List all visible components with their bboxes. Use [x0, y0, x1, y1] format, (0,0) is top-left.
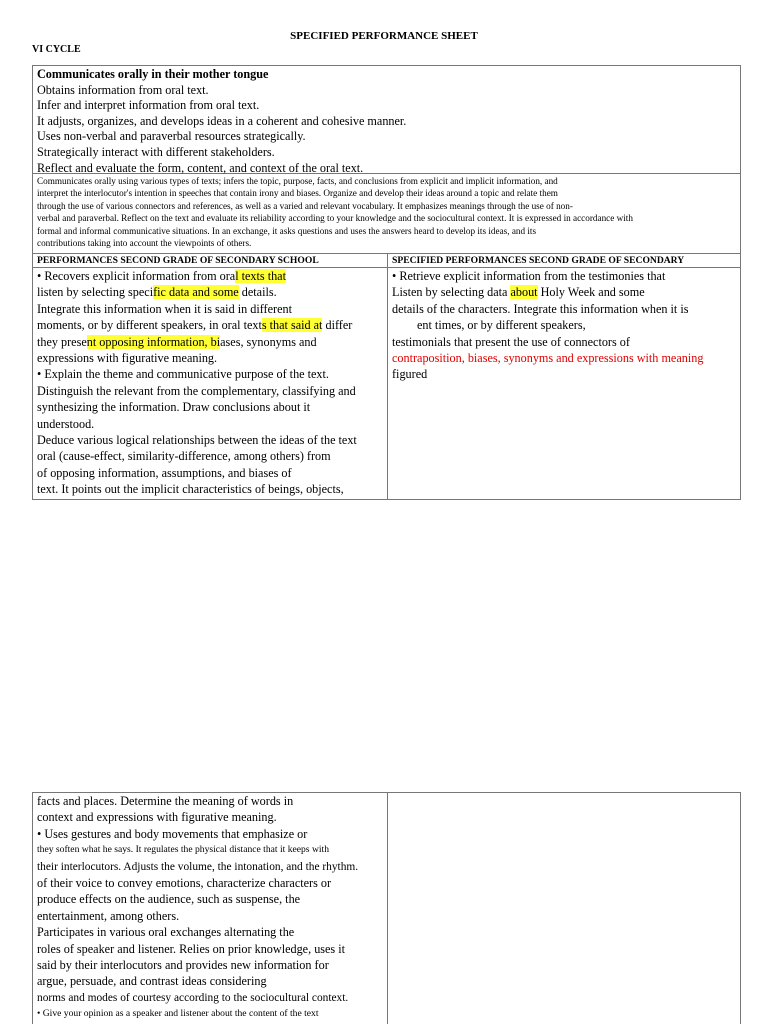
- text-line: context and expressions with figurative meaning.: [37, 810, 277, 825]
- text-line: they present opposing information, biases, synonyms and: [37, 334, 317, 349]
- text-line: • Retrieve explicit information from the testimonies that: [392, 269, 666, 283]
- capacity-item: It adjusts, organizes, and develops ideas in a coherent and cohesive manner.: [37, 113, 407, 128]
- text-line: listen by selecting specific data and some details.: [37, 285, 277, 300]
- text-line: Participates in various oral exchanges alternating the: [37, 925, 295, 940]
- text-line: text. It points out the implicit characteristics of beings, objects,: [37, 482, 344, 497]
- text-line: entertainment, among others.: [37, 908, 180, 923]
- text-line: of their voice to convey emotions, characterize characters or: [37, 876, 332, 891]
- standard-line: verbal and paraverbal. Reflect on the text and evaluate its reliability according to your knowledge and the sociocultural context. It is expressed in accordance with: [37, 213, 633, 224]
- standard-line: interpret the interlocutor's intention in speeches that contain irony and biases. Organize and develop their ideas around a topic and relate them: [37, 188, 558, 199]
- capacity-item: Uses non-verbal and paraverbal resources strategically.: [37, 129, 306, 144]
- performances-header: PERFORMANCES SECOND GRADE OF SECONDARY SCHOOL: [33, 254, 387, 268]
- text-line: they soften what he says. It regulates the physical distance that it keeps with: [37, 844, 329, 856]
- text-line: norms and modes of courtesy according to the sociocultural context.: [37, 991, 349, 1004]
- standard-line: Communicates orally using various types of texts; infers the topic, purpose, facts, and conclusions from explicit and implicit information, and: [37, 176, 558, 186]
- text-line: • Uses gestures and body movements that emphasize or: [37, 826, 308, 841]
- performance-table-continued: [32, 792, 741, 1024]
- standard-line: contributions taking into account the viewpoints of others.: [37, 238, 252, 249]
- text-line: produce effects on the audience, such as suspense, the: [37, 892, 301, 907]
- highlight: s that said at: [261, 318, 323, 333]
- capacity-item: Infer and interpret information from oral text.: [37, 98, 260, 113]
- text-line: details of the characters. Integrate this information when it is: [392, 301, 689, 316]
- text-line: • Give your opinion as a speaker and listener about the content of the text: [37, 1008, 319, 1020]
- text-line: testimonials that present the use of connectors of: [392, 334, 630, 349]
- text-line: figured: [392, 367, 428, 382]
- text-line: • Recovers explicit information from oral texts that: [37, 269, 286, 283]
- text-line: argue, persuade, and contrast ideas considering: [37, 974, 267, 989]
- text-line: roles of speaker and listener. Relies on prior knowledge, uses it: [37, 941, 345, 956]
- page-title: SPECIFIED PERFORMANCE SHEET: [290, 30, 478, 42]
- specified-performances-column-continued: [388, 793, 740, 1024]
- text-line: Deduce various logical relationships between the ideas of the text: [37, 433, 357, 448]
- capacity-item: Reflect and evaluate the form, content, and context of the oral text.: [37, 160, 364, 175]
- cycle-label: VI CYCLE: [32, 44, 81, 55]
- specified-performances-column: [388, 254, 740, 499]
- text-line: said by their interlocutors and provides new information for: [37, 958, 329, 973]
- standard-line: through the use of various connectors and references, as well as a varied and relevant vocabulary. It emphasizes meanings through the use of non-: [37, 200, 573, 211]
- text-line: Distinguish the relevant from the complementary, classifying and: [37, 383, 356, 398]
- text-line: of opposing information, assumptions, and biases of: [37, 465, 292, 480]
- highlight: l texts that: [235, 269, 286, 283]
- text-line: facts and places. Determine the meaning of words in: [37, 794, 294, 808]
- competency-box: [32, 65, 741, 174]
- text-line: oral (cause-effect, similarity-difference, among others) from: [37, 449, 331, 464]
- competency-title: Communicates orally in their mother tongue: [37, 67, 269, 81]
- standard-box: [32, 173, 741, 254]
- standard-line: formal and informal communicative situations. In an exchange, it asks questions and uses the answers heard to develop its ideas, and its: [37, 225, 537, 236]
- highlight: fic data and some: [153, 285, 239, 300]
- capacity-item: Obtains information from oral text.: [37, 82, 209, 97]
- performances-column: [33, 254, 388, 499]
- text-line: their interlocutors. Adjusts the volume, the intonation, and the rhythm.: [37, 860, 359, 873]
- text-line: • Explain the theme and communicative purpose of the text.: [37, 367, 329, 382]
- highlight: about: [510, 285, 538, 300]
- text-line: understood.: [37, 416, 95, 431]
- text-line: moments, or by different speakers, in oral texts that said at differ: [37, 318, 353, 333]
- text-line: Integrate this information when it is said in different: [37, 301, 292, 316]
- text-line: expressions with figurative meaning.: [37, 351, 218, 366]
- text-line: synthesizing the information. Draw conclusions about it: [37, 400, 311, 415]
- performances-column-continued: [33, 793, 388, 1024]
- text-line: ent times, or by different speakers,: [417, 318, 586, 333]
- performance-table: [32, 253, 741, 500]
- red-text-line: contraposition, biases, synonyms and expressions with meaning: [392, 351, 704, 366]
- highlight: nt opposing information, bi: [86, 334, 221, 349]
- specified-performances-header: SPECIFIED PERFORMANCES SECOND GRADE OF SECONDARY: [388, 254, 740, 268]
- text-line: Listen by selecting data about Holy Week and some: [392, 285, 645, 300]
- capacity-item: Strategically interact with different stakeholders.: [37, 144, 275, 159]
